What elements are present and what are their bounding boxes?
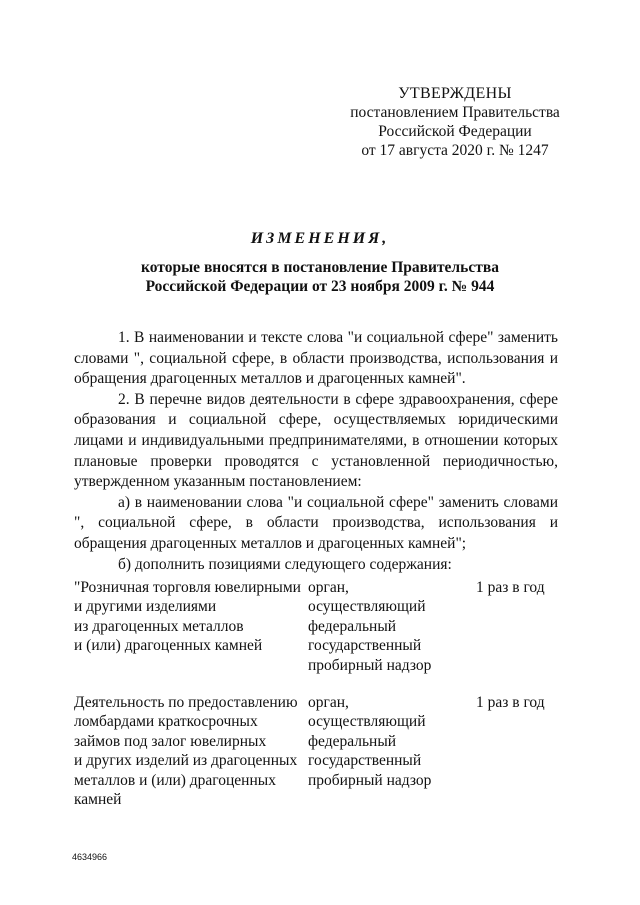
activity-line: металлов и (или) драгоценных <box>74 771 276 789</box>
paragraph-1: 1. В наименовании и тексте слова "и социальной сфере" заменить словами ", социальной сфере, в области производства, использования и обращения драгоценных металлов и драгоценных камней". <box>74 329 558 388</box>
entries-table <box>74 578 574 809</box>
document-title: ИЗМЕНЕНИЯ, <box>250 230 390 247</box>
activity-line: займов под залог ювелирных <box>74 732 267 750</box>
authority-line: осуществляющий <box>308 598 426 616</box>
authority-line: осуществляющий <box>308 713 426 731</box>
paragraph-2b: б) дополнить позициями следующего содержания: <box>118 555 452 573</box>
approval-line: постановлением Правительства <box>350 104 560 121</box>
authority-line: государственный <box>308 637 422 655</box>
activity-line: и (или) драгоценных камней <box>74 637 263 655</box>
subtitle-line: Российской Федерации от 23 ноября 2009 г. № 944 <box>145 278 495 295</box>
authority-line: федеральный <box>308 617 397 635</box>
activity-line: и другими изделиями <box>74 598 217 616</box>
approval-heading: УТВЕРЖДЕНЫ <box>398 85 512 102</box>
activity-cell <box>74 693 308 809</box>
authority-cell <box>308 693 476 809</box>
activity-line: и других изделий из драгоценных <box>74 752 298 770</box>
subtitle-line: которые вносятся в постановление Правительства <box>141 259 499 276</box>
paragraph-2a: а) в наименовании слова "и социальной сфере" заменить словами ", социальной сфере, в области производства, использования и обращения драгоценных металлов и драгоценных камней"; <box>74 493 558 552</box>
approval-block <box>300 84 610 160</box>
authority-line: орган, <box>308 579 349 596</box>
activity-line: из драгоценных металлов <box>74 617 244 635</box>
table-row <box>74 693 574 809</box>
activity-line: "Розничная торговля ювелирными <box>74 579 301 596</box>
table-row <box>74 578 574 675</box>
authority-line: государственный <box>308 752 422 770</box>
authority-line: орган, <box>308 694 349 712</box>
paragraph-2: 2. В перечне видов деятельности в сфере здравоохранения, сфере образования и социальной сфере, осуществляемых юридическими лицами и индивидуальными предпринимателями, в отношении которых плановые проверки проводятся с установленной периодичностью, утвержденном указанным постановлением: <box>74 390 558 491</box>
activity-cell <box>74 578 308 675</box>
activity-line: Деятельность по предоставлению <box>74 694 298 712</box>
frequency-cell: 1 раз в год <box>476 694 545 712</box>
authority-cell <box>308 578 476 675</box>
document-subtitle <box>0 258 640 296</box>
frequency-cell: 1 раз в год <box>476 579 545 596</box>
approval-line: Российской Федерации <box>378 123 532 140</box>
authority-line: федеральный <box>308 732 397 750</box>
authority-line: пробирный надзор <box>308 771 432 789</box>
activity-line: ломбардами краткосрочных <box>74 713 258 731</box>
approval-line: от 17 августа 2020 г. № 1247 <box>361 142 549 159</box>
authority-line: пробирный надзор <box>308 656 432 674</box>
document-body <box>74 328 558 575</box>
footer-code: 4634966 <box>72 852 108 862</box>
activity-line: камней <box>74 791 122 809</box>
